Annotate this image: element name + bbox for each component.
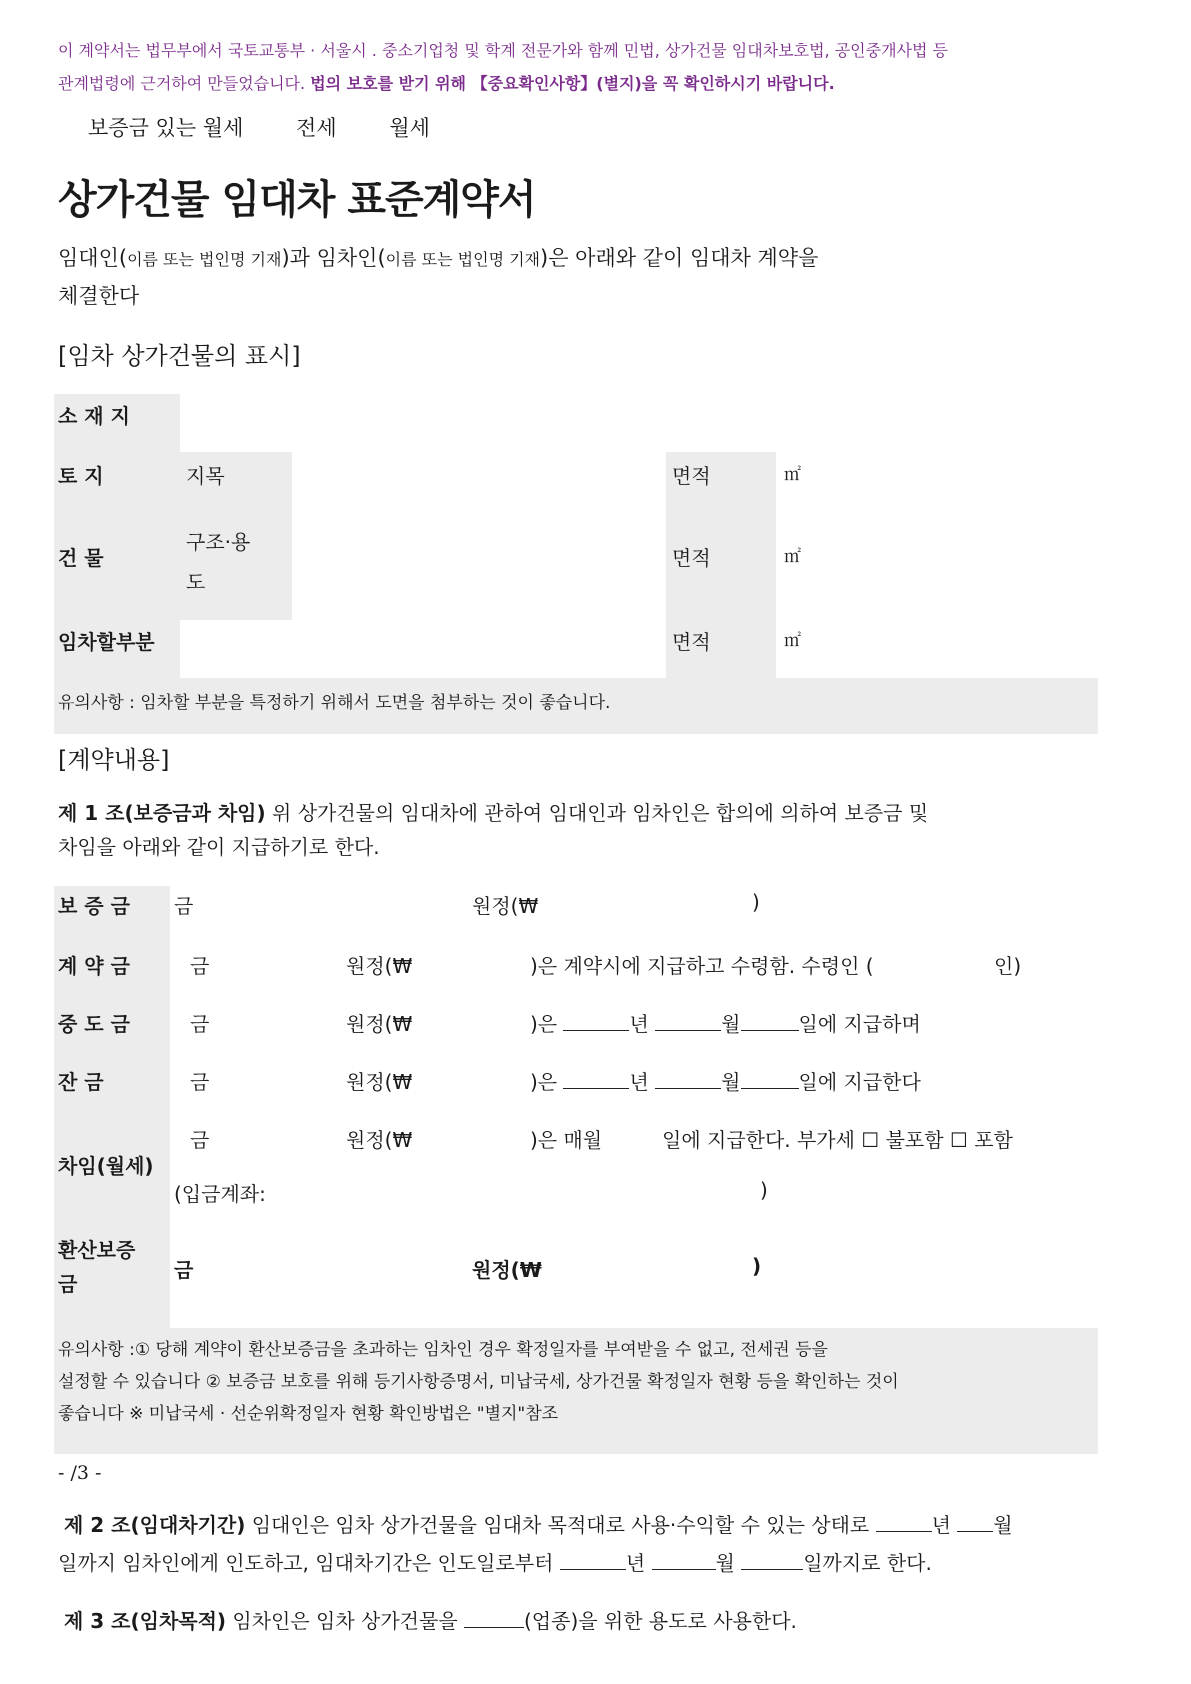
mid-month: 월 bbox=[721, 1012, 741, 1036]
land-area-unit: ㎡ bbox=[784, 465, 801, 485]
balance-day: 일에 지급한다 bbox=[798, 1070, 921, 1094]
intro-paragraph bbox=[58, 240, 818, 314]
account-label: (입금계좌: bbox=[174, 1182, 266, 1206]
rent-text: )은 매월 bbox=[530, 1128, 603, 1152]
intro-small-2: 이름 또는 법인명 기재 bbox=[385, 250, 541, 269]
notice-line-2-bold: 법의 보호를 받기 위해 【중요확인사항】(별지)을 꼭 확인하시기 바랍니다. bbox=[310, 74, 835, 93]
mid-payment-label: 중 도 금 bbox=[58, 1012, 130, 1036]
article-2-title: 제 2 조(임대차기간) bbox=[64, 1513, 246, 1537]
payment-note bbox=[58, 1334, 899, 1430]
notice-line-1: 이 계약서는 법무부에서 국토교통부 · 서울시 . 중소기업청 및 학계 전문가와 함께 민법, 상가건물 임대차보호법, 공인중개사법 등 bbox=[58, 41, 948, 60]
article-3-title: 제 3 조(임차목적) bbox=[64, 1609, 227, 1633]
account-close: ) bbox=[760, 1178, 768, 1202]
land-category-label: 지목 bbox=[186, 464, 225, 488]
location-label: 소 재 지 bbox=[58, 404, 130, 428]
contract-type-monthly[interactable]: 월세 bbox=[389, 116, 430, 140]
article-1 bbox=[58, 796, 928, 864]
building-area-label: 면적 bbox=[672, 546, 711, 570]
deposit-won-jeong: 원정(₩ bbox=[472, 894, 539, 918]
balance-row-text bbox=[530, 1066, 921, 1095]
converted-won-jeong: 원정(₩ bbox=[472, 1258, 542, 1282]
mid-year-blank[interactable] bbox=[563, 1012, 629, 1031]
article-1-text-2: 차임을 아래와 같이 지급하기로 한다. bbox=[58, 835, 380, 859]
article-3-business-blank[interactable] bbox=[464, 1609, 524, 1628]
down-won: 금 bbox=[190, 954, 210, 978]
article-2-end-day-blank[interactable] bbox=[741, 1551, 803, 1570]
page-title: 상가건물 임대차 표준계약서 bbox=[58, 177, 536, 223]
article-2-line-2 bbox=[58, 1546, 932, 1580]
deposit-label: 보 증 금 bbox=[58, 894, 130, 918]
building-label: 건 물 bbox=[58, 546, 104, 570]
mid-year: 년 bbox=[629, 1012, 649, 1036]
balance-month: 월 bbox=[721, 1070, 741, 1094]
article-3-text-2: (업종)을 위한 용도로 사용한다. bbox=[524, 1609, 797, 1633]
land-label: 토 지 bbox=[58, 464, 104, 488]
down-payment-label: 계 약 금 bbox=[58, 954, 130, 978]
article-2-year-blank[interactable] bbox=[876, 1513, 932, 1532]
balance-year-blank[interactable] bbox=[563, 1070, 629, 1089]
payment-note-1: 유의사항 :① 당해 계약이 환산보증금을 초과하는 임차인 경우 확정일자를 부여받을 수 없고, 전세권 등을 bbox=[58, 1340, 828, 1360]
article-2-end-month: 월 bbox=[715, 1551, 735, 1575]
lease-part-area-label: 면적 bbox=[672, 630, 711, 654]
location-field[interactable] bbox=[180, 394, 1098, 450]
balance-day-blank[interactable] bbox=[741, 1070, 799, 1089]
converted-deposit-label-2: 금 bbox=[58, 1272, 78, 1296]
article-1-text: 위 상가건물의 임대차에 관하여 임대인과 임차인은 합의에 의하여 보증금 및 bbox=[265, 801, 929, 825]
deposit-won: 금 bbox=[174, 894, 194, 918]
mid-day: 일에 지급하며 bbox=[798, 1012, 921, 1036]
rent-won: 금 bbox=[190, 1128, 210, 1152]
converted-deposit-label-1: 환산보증 bbox=[58, 1238, 136, 1262]
article-2-month: 월 bbox=[993, 1513, 1013, 1537]
mid-won: 금 bbox=[190, 1012, 210, 1036]
lease-part-area-unit: ㎡ bbox=[784, 631, 801, 651]
intro-text-2: )과 임차인( bbox=[281, 246, 386, 270]
mid-payment-row-text bbox=[530, 1008, 921, 1037]
article-2-end-year: 년 bbox=[625, 1551, 646, 1575]
payment-note-2: 설정할 수 있습니다 ② 보증금 보호를 위해 등기사항증명서, 미납국세, 상가건물 확정일자 현황 등을 확인하는 것이 bbox=[58, 1372, 899, 1392]
article-1-title: 제 1 조(보증금과 차임) bbox=[58, 801, 266, 825]
balance-won: 금 bbox=[190, 1070, 210, 1094]
converted-won: 금 bbox=[174, 1258, 194, 1282]
rent-text-2: 일에 지급한다. 부가세 ☐ 불포함 ☐ 포함 bbox=[662, 1128, 1013, 1152]
building-structure-label-2: 도 bbox=[186, 570, 206, 594]
article-2-end-year-blank[interactable] bbox=[560, 1551, 626, 1570]
intro-small-1: 이름 또는 법인명 기재 bbox=[127, 250, 282, 269]
notice-line-2-prefix: 관계법령에 근거하여 만들었습니다. bbox=[58, 74, 311, 93]
mid-won-jeong: 원정(₩ bbox=[346, 1012, 413, 1036]
balance-eun: )은 bbox=[530, 1070, 558, 1094]
down-text: )은 계약시에 지급하고 수령함. 수령인 ( bbox=[530, 954, 874, 978]
contract-section-heading: [계약내용] bbox=[58, 746, 170, 774]
balance-won-jeong: 원정(₩ bbox=[346, 1070, 413, 1094]
rent-won-jeong: 원정(₩ bbox=[346, 1128, 413, 1152]
contract-type-jeonse[interactable]: 전세 bbox=[296, 116, 337, 140]
building-area-unit: ㎡ bbox=[784, 547, 801, 567]
converted-close: ) bbox=[752, 1254, 762, 1278]
article-2-line-1 bbox=[64, 1508, 1013, 1542]
article-2-year: 년 bbox=[931, 1513, 951, 1537]
land-area-label: 면적 bbox=[672, 464, 711, 488]
contract-type-deposit-monthly[interactable]: 보증금 있는 월세 bbox=[88, 116, 244, 140]
payment-note-3: 좋습니다 ※ 미납국세 · 선순위확정일자 현황 확인방법은 "별지"참조 bbox=[58, 1404, 559, 1424]
article-3-text-1: 임차인은 임차 상가건물을 bbox=[226, 1609, 458, 1633]
intro-text-4: 체결한다 bbox=[58, 284, 140, 308]
lease-part-label: 임차할부분 bbox=[58, 630, 155, 654]
contract-type-options bbox=[88, 112, 476, 142]
mid-eun: )은 bbox=[530, 1012, 558, 1036]
rent-label: 차임(월세) bbox=[58, 1154, 154, 1178]
balance-year: 년 bbox=[629, 1070, 649, 1094]
deposit-close: ) bbox=[752, 890, 760, 914]
down-won-jeong: 원정(₩ bbox=[346, 954, 413, 978]
building-structure-label-1: 구조·용 bbox=[186, 530, 251, 554]
property-section-heading: [임차 상가건물의 표시] bbox=[58, 342, 301, 370]
article-2-month-blank[interactable] bbox=[957, 1513, 993, 1532]
article-2-text-2: 일까지 임차인에게 인도하고, 임대차기간은 인도일로부터 bbox=[58, 1551, 554, 1575]
mid-month-blank[interactable] bbox=[655, 1012, 721, 1031]
intro-text-3: )은 아래와 같이 임대차 계약을 bbox=[540, 246, 819, 270]
balance-label: 잔 금 bbox=[58, 1070, 104, 1094]
article-3 bbox=[64, 1604, 797, 1638]
down-end: 인) bbox=[994, 954, 1022, 978]
article-2-text-3: 일까지로 한다. bbox=[803, 1551, 932, 1575]
page-number: - /3 - bbox=[58, 1462, 102, 1484]
article-2-end-month-blank[interactable] bbox=[652, 1551, 716, 1570]
legal-notice bbox=[58, 34, 1138, 100]
article-2-text-1: 임대인은 임차 상가건물을 임대차 목적대로 사용·수익할 수 있는 상태로 bbox=[245, 1513, 870, 1537]
mid-day-blank[interactable] bbox=[741, 1012, 799, 1031]
intro-text-1: 임대인( bbox=[58, 246, 128, 270]
property-note: 유의사항 : 임차할 부분을 특정하기 위해서 도면을 첨부하는 것이 좋습니다. bbox=[58, 693, 611, 713]
balance-month-blank[interactable] bbox=[655, 1070, 721, 1089]
